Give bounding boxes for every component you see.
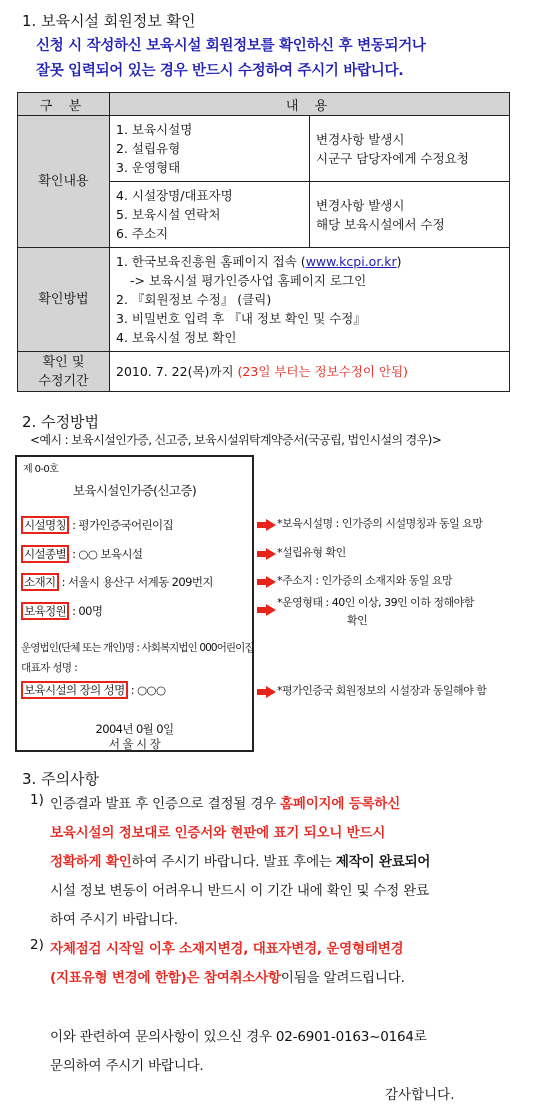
annotation-facility-type: *설립유형 확인 [277,546,346,559]
notice-line1: 신청 시 작성하신 보육시설 회원정보를 확인하신 후 변동되거나 [36,38,426,54]
certificate-date: 2004년 0월 0일 [95,722,174,736]
step4: 4. 보육시설 정보 확인 [116,330,237,345]
item1-number: 1) [30,792,44,808]
item2-line1: 자체점검 시작일 이후 소재지변경, 대표자변경, 운영형태변경 [50,941,404,957]
header-category: 구 분 [18,93,110,116]
item-contact: 5. 보육시설 연락처 [116,207,221,222]
item2-line2 [50,966,405,986]
item1-line3 [50,850,430,870]
annotation-director: *평가인증국 회원정보의 시설장과 동일해야 함 [277,684,487,697]
item1-line3-text: 하여 주시기 바랍니다. 발표 후에는 [131,854,336,870]
item1-line1 [50,792,400,812]
item1-line3-highlight: 정확하게 확인 [50,854,132,870]
certificate-number: 제 0-0호 [23,464,59,475]
item1-line2: 보육시설의 정보대로 인증서와 현판에 표기 되오니 반드시 [50,825,386,841]
item1-line1-highlight: 홈페이지에 등록하신 [280,796,401,812]
annotation-facility-name: *보육시설명 : 인가증의 시설명칭과 동일 요망 [277,517,483,530]
check-method-steps [110,248,510,352]
field-director-label: 보육시설의 장의 성명 [21,681,128,699]
certificate-issuer: 서 울 시 장 [108,737,161,751]
group-b-items [110,182,310,248]
item1-line4: 시설 정보 변동이 어려우니 반드시 이 기간 내에 확인 및 수정 완료 [50,883,429,899]
field-director-value: : ○○○ [127,683,166,697]
item2-line2-highlight: (지표유형 변경에 한함)은 참여취소사항 [50,970,281,986]
group-b-note [310,182,510,248]
arrow-right-icon [257,548,276,560]
certificate-sample [15,455,254,752]
field-director [21,682,165,698]
info-table [17,92,510,392]
field-facility-name-value: : 평가인증국어린이집 [69,518,174,532]
section1-title: 1. 보육시설 회원정보 확인 [22,12,196,30]
field-capacity-label: 보육정원 [21,602,69,620]
annotation-operation-type [277,594,474,630]
step1-suffix: ) [396,254,402,269]
arrow-right-icon [257,576,276,588]
step2: 2. 『회원정보 수정』 (클릭) [116,292,272,307]
notice [36,34,516,84]
item2-line2-text: 이됨을 알려드립니다. [280,970,405,986]
item1-line5: 하여 주시기 바랍니다. [50,912,178,928]
field-facility-name-label: 시설명칭 [21,516,69,534]
group-a-items [110,116,310,182]
closing: 감사합니다. [385,1087,455,1103]
arrow-right-icon [257,519,276,531]
row-check-method-label: 확인방법 [18,248,110,352]
field-facility-type [21,546,142,562]
field-address-label: 소재지 [21,573,59,591]
header-content: 내 용 [110,93,510,116]
arrow-right-icon [257,686,276,698]
step1 [116,252,505,271]
arrow-right-icon [257,604,276,616]
group-a-note-line2: 시군구 담당자에게 수정요청 [316,150,469,166]
step1-prefix: 1. 한국보육진흥원 홈페이지 접속 ( [116,254,306,269]
period-note: (23일 부터는 정보수정이 안됨) [237,364,408,379]
group-b-note-line1: 변경사항 발생시 [316,197,405,213]
period-cell [110,352,510,392]
field-representative: 대표자 성명 : [21,662,78,674]
notice-line2: 잘못 입력되어 있는 경우 반드시 수정하여 주시기 바랍니다. [36,63,404,79]
item-operation-type: 3. 운영형태 [116,160,181,175]
field-address-value: : 서울시 용산구 서계동 209번지 [58,575,213,589]
section2-title: 2. 수정방법 [22,413,100,431]
step1-sub: -> 보육시설 평가인증사업 홈페이지 로그인 [130,273,367,288]
item1-line1-text: 인증결과 발표 후 인증으로 결정될 경우 [50,796,281,812]
example-caption: <예시 : 보육시설인가증, 신고증, 보육시설위탁계약증서(국공립, 법인시설의 경우)> [30,433,442,447]
contact-line2: 문의하여 주시기 바랍니다. [50,1058,204,1074]
field-facility-name [21,517,173,533]
item-facility-name: 1. 보육시설명 [116,122,193,137]
field-facility-type-value: : ○○ 보육시설 [69,547,143,561]
group-b-note-line2: 해당 보육시설에서 수정 [316,216,445,232]
period-label-line2: 수정기간 [38,373,89,389]
step3: 3. 비밀번호 입력 후 『내 정보 확인 및 수정』 [116,311,366,326]
group-a-note-line1: 변경사항 발생시 [316,131,405,147]
row-check-contents-label: 확인내용 [18,116,110,248]
field-operator: 운영법인(단체 또는 개인)명 : 사회복지법인 000어린이집 [21,642,254,654]
annotation-address: *주소지 : 인가증의 소재지와 동일 요망 [277,574,453,587]
period-label-line1: 확인 및 [42,354,85,370]
kcpi-link[interactable]: www.kcpi.or.kr [305,254,397,269]
annotation-operation-type-line1: *운영형태 : 40인 이상, 39인 이하 정해야함 [277,596,474,609]
row-period-label [18,352,110,392]
field-capacity-value: : 00명 [69,604,103,618]
item-establishment-type: 2. 설립유형 [116,141,181,156]
item-address: 6. 주소지 [116,226,169,241]
field-address [21,574,213,590]
group-a-note [310,116,510,182]
certificate-title: 보육시설인가증(신고증) [72,483,197,498]
item-director-name: 4. 시설장명/대표자명 [116,188,233,203]
contact-line1: 이와 관련하여 문의사항이 있으신 경우 02-6901-0163~0164로 [50,1029,427,1045]
field-capacity [21,603,102,619]
item1-line3-bold: 제작이 완료되어 [335,854,431,870]
item2-number: 2) [30,937,44,953]
annotation-operation-type-line2: 확인 [347,614,368,627]
section3-title: 3. 주의사항 [22,770,100,788]
period-date: 2010. 7. 22(목)까지 [116,364,238,379]
field-facility-type-label: 시설종별 [21,545,69,563]
